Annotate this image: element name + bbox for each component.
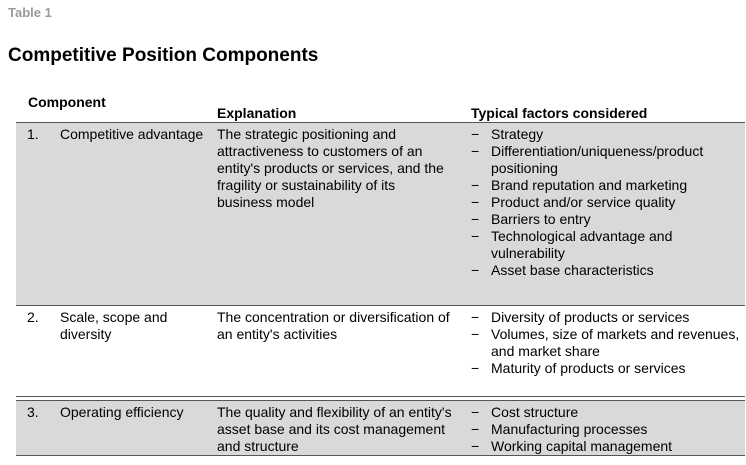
factors-list [471,309,741,377]
factor-item [471,360,741,377]
row-explanation: The strategic positioning and attractiveness to customers of an entity's products or services, and the fragility or sustainability of its business model [217,126,444,210]
factor-item [471,228,741,262]
factor-text: Product and/or service quality [491,194,676,210]
row-number: 2. [27,309,39,325]
dash-bullet: − [471,177,480,193]
dash-bullet: − [471,309,480,325]
factor-text: Strategy [491,126,544,142]
factor-item [471,326,741,360]
factors-list [471,126,741,279]
factor-item [471,404,741,421]
factor-item [471,126,741,143]
header-explanation: Explanation [217,105,297,121]
factor-item [471,309,741,326]
table-row [16,305,745,397]
row-explanation: The concentration or diversification of an entity's activities [217,309,450,342]
factor-text: Volumes, size of markets and revenues, and market share [491,326,740,359]
header-component: Component [28,94,106,110]
table-label: Table 1 [8,5,52,20]
dash-bullet: − [471,211,480,227]
table-row [16,122,745,306]
dash-bullet: − [471,421,480,437]
table-row [16,400,745,456]
dash-bullet: − [471,326,480,342]
header-factors: Typical factors considered [471,105,648,121]
factor-item [471,143,741,177]
factor-text: Brand reputation and marketing [491,177,688,193]
factor-text: Asset base characteristics [491,262,654,278]
factor-item [471,211,741,228]
dash-bullet: − [471,194,480,210]
row-number: 3. [27,404,39,420]
factor-text: Maturity of products or services [491,360,686,376]
dash-bullet: − [471,360,480,376]
factor-text: Technological advantage and vulnerability [491,228,673,261]
factor-item [471,262,741,279]
factor-text: Working capital management [491,438,673,454]
factor-text: Barriers to entry [491,211,591,227]
dash-bullet: − [471,438,480,454]
factor-text: Diversity of products or services [491,309,690,325]
factor-text: Manufacturing processes [491,421,648,437]
dash-bullet: − [471,262,480,278]
row-component: Scale, scope and diversity [60,309,168,342]
page-title: Competitive Position Components [8,45,319,66]
factor-item [471,194,741,211]
dash-bullet: − [471,143,480,159]
factors-list [471,404,741,455]
dash-bullet: − [471,404,480,420]
row-number: 1. [27,126,39,142]
row-component: Competitive advantage [60,126,204,142]
factor-text: Differentiation/uniqueness/product positioning [491,143,704,176]
dash-bullet: − [471,126,480,142]
dash-bullet: − [471,228,480,244]
factor-item [471,438,741,455]
factor-text: Cost structure [491,404,579,420]
row-explanation: The quality and flexibility of an entity's asset base and its cost management and structure [217,404,452,454]
factor-item [471,177,741,194]
row-component: Operating efficiency [60,404,184,420]
factor-item [471,421,741,438]
